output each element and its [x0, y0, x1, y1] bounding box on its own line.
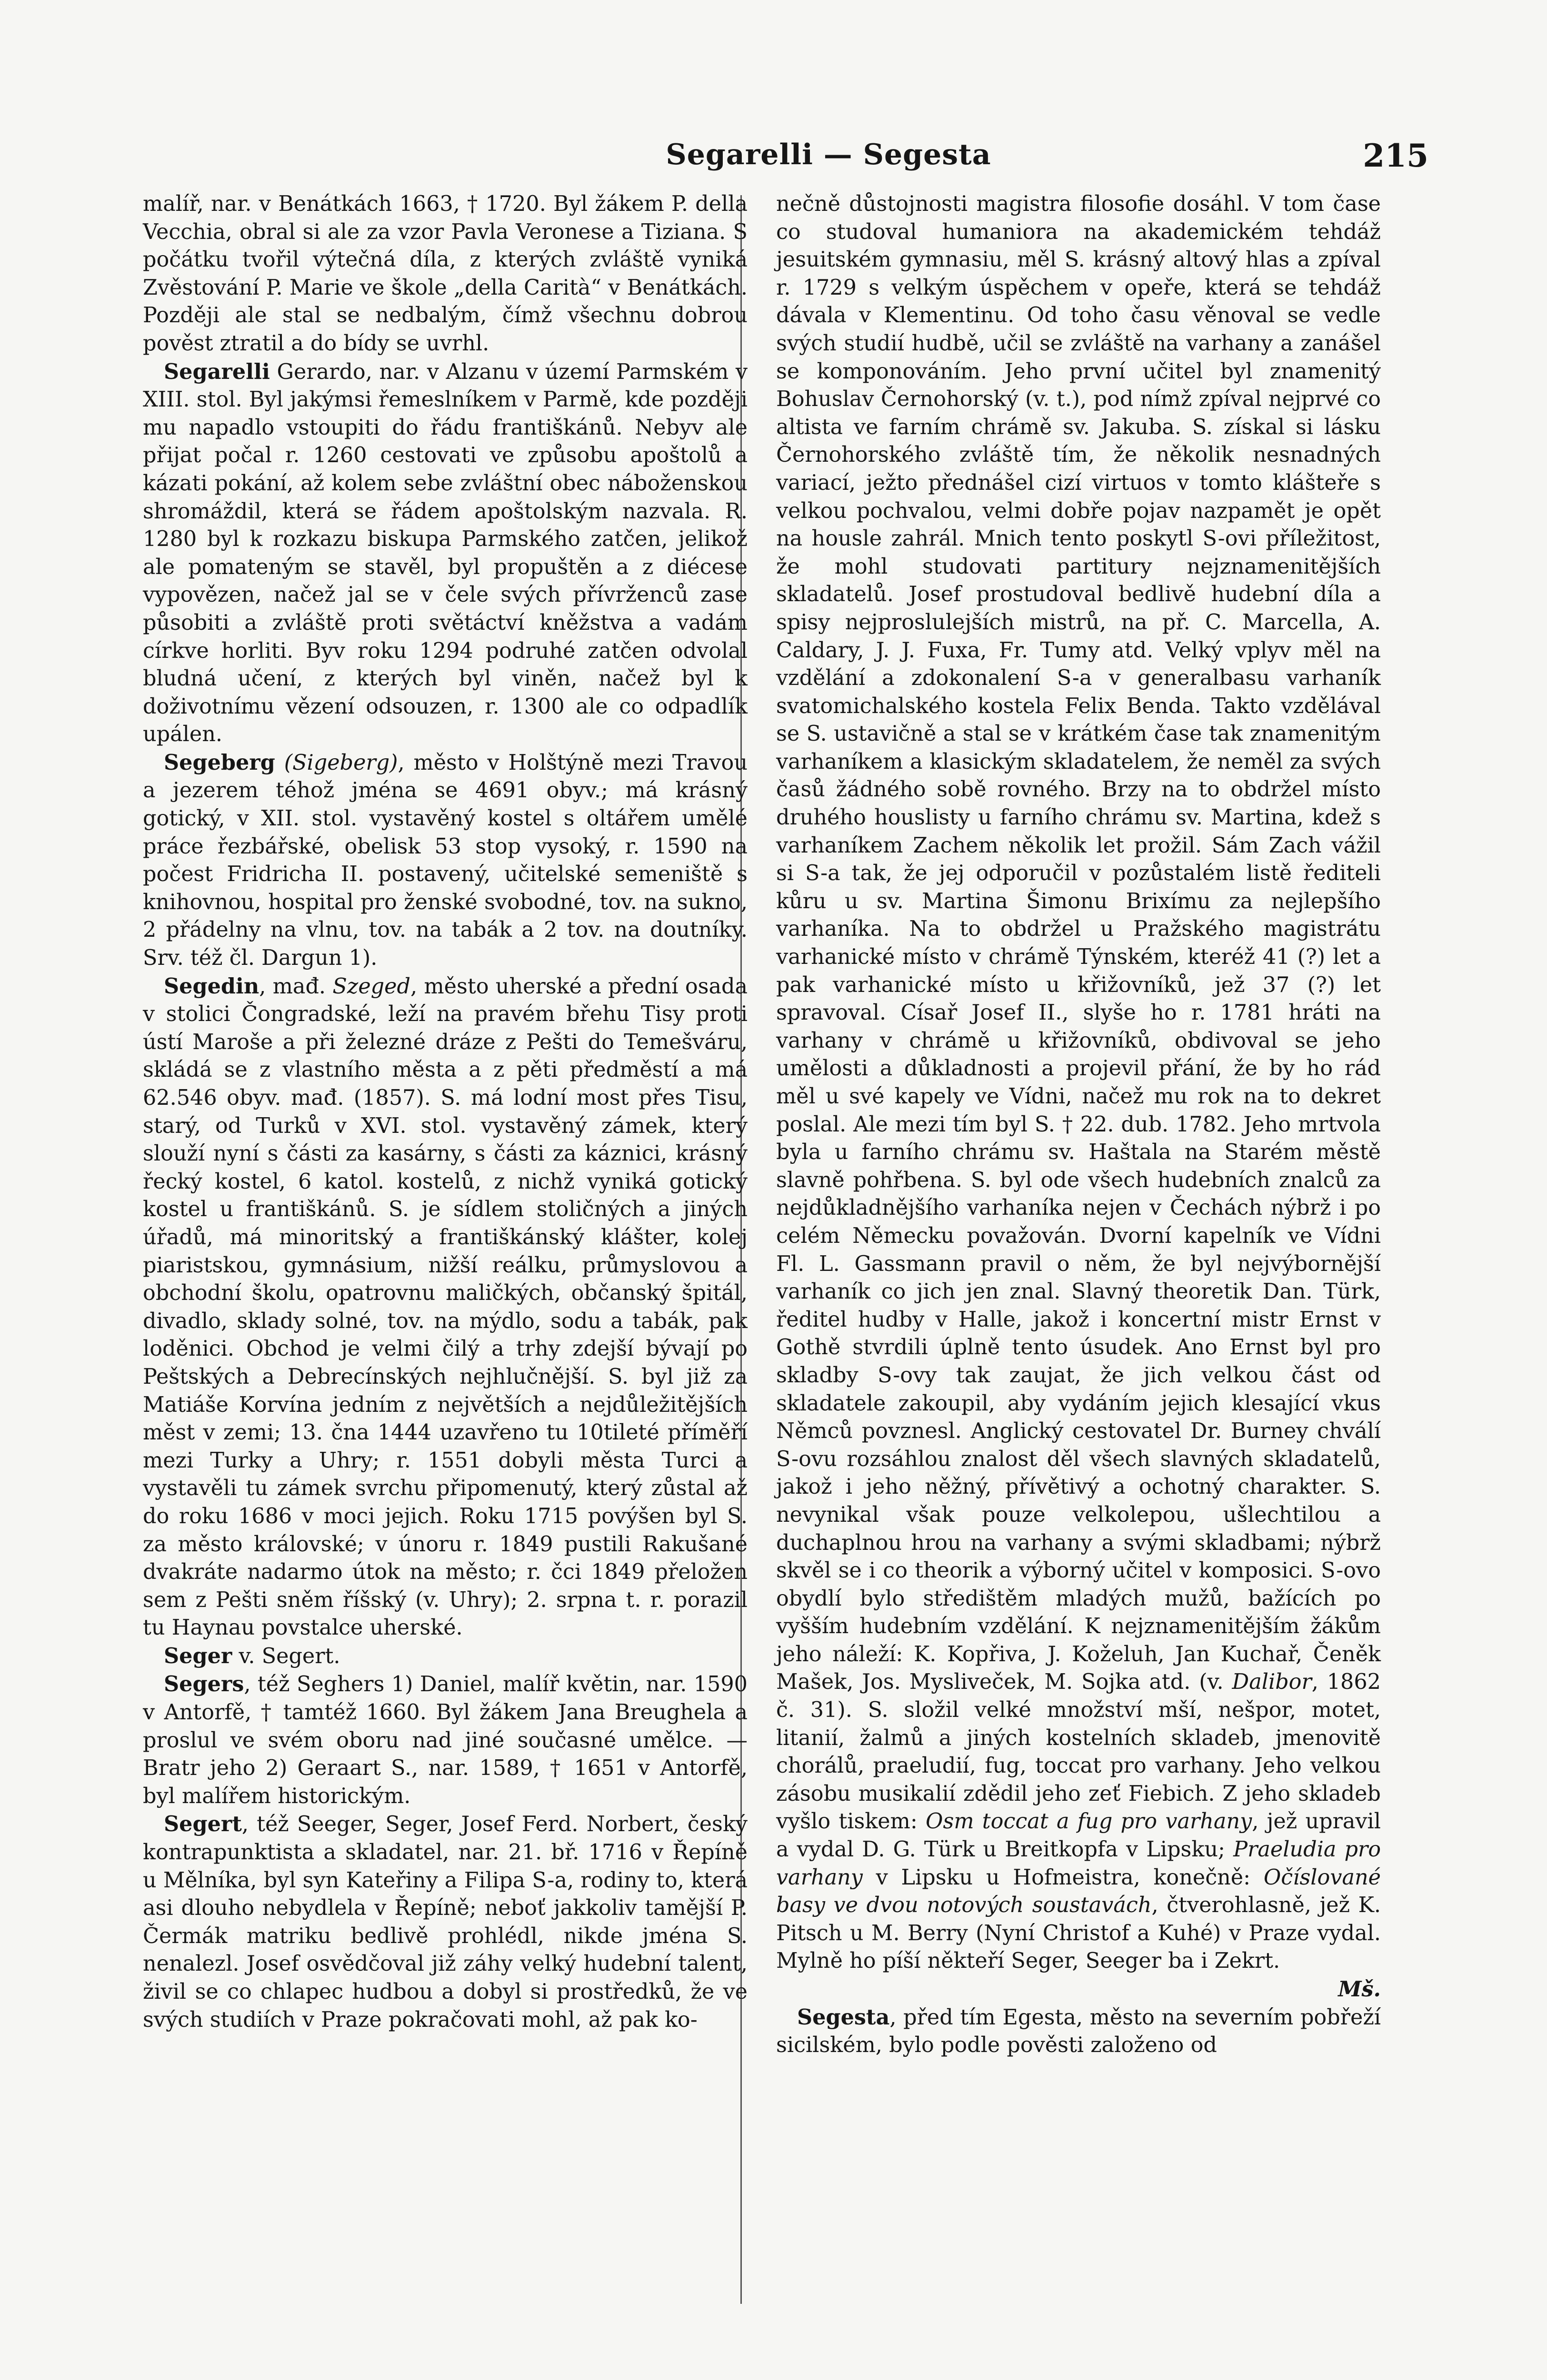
page-number: 215	[1363, 137, 1428, 174]
entry-segarelli: Segarelli Gerardo, nar. v Alzanu v území Parmském v XIII. stol. Byl jakýmsi řemeslníkem v Parmě, kde později mu napadlo vstoupiti do řádu františkánů. Nebyv ale přijat počal r. 1260 cestovati ve způsobu apoštolů a kázati pokání, až kolem sebe zvláštní obec náboženskou shromáždil, která se řádem apoštolským nazvala. R. 1280 byl k rozkazu biskupa Parmského zatčen, jelikož ale pomateným se stavěl, byl propuštěn a z diécese vypovězen, načež jal se v čele svých přívrženců zase působiti a zvláště proti světáctví kněžstva a vadám církve horliti. Byv roku 1294 podruhé zatčen odvolal bludná učení, z kterých byl viněn, načež byl k doživotnímu vězení odsouzen, r. 1300 ale co odpadlík upálen.	[143, 359, 748, 747]
entry-continuation: malíř, nar. v Benátkách 1663, † 1720. Byl žákem P. della Vecchia, obral si ale za vzor Pavla Veronese a Tiziana. S počátku tvořil výtečná díla, z kterých zvláště vyniká Zvěstování P. Marie ve škole „della Carità“ v Benátkách. Později ale stal se nedbalým, čímž všechnu dobrou pověst ztratil a do bídy se uvrhl.	[143, 192, 748, 356]
headword: Segert	[164, 1812, 242, 1837]
entry-segert: Segert, též Seeger, Seger, Josef Ferd. Norbert, český kontrapunktista a skladatel, nar. 21. bř. 1716 v Řepíně u Mělníka, byl syn Kateřiny a Filipa S-a, rodiny to, která asi dlouho nebydlela v Řepíně; neboť jakkoliv tamější P. Čermák matriku bedlivě prohlédl, nikde jména S. nenalezl. Josef osvědčoval již záhy velký hudební talent, živil se co chlapec hudbou a dobyl si prostředků, že ve svých studiích v Praze pokračovati mohl, až pak ko-	[143, 1812, 748, 2032]
headword: Segarelli	[164, 359, 270, 384]
entry-segert-continued: nečně důstojnosti magistra filosofie dosáhl. V tom čase co studoval humaniora na akademickém tehdáž jesuitském gymnasiu, měl S. krásný altový hlas a zpíval r. 1729 s velkým úspěchem v opeře, která se tehdáž dávala v Klementinu. Od toho času věnoval se vedle svých studií hudbě, učil se zvláště na varhany a zanášel se komponováním. Jeho první učitel byl znamenitý Bohuslav Černohorský (v. t.), pod nímž zpíval nejprvé co altista ve farním chrámě sv. Jakuba. S. získal si lásku Černohorského zvláště tím, že několik nesnadných variací, ježto přednášel cizí virtuos v tomto klášteře s velkou pochvalou, velmi dobře pojav nazpamět je opět na housle zahrál. Mnich tento poskytl S-ovi příležitost, že mohl studovati partitury nejznamenitějších skladatelů. Josef prostudoval bedlivě hudební díla a spisy nejproslulejších mistrů, na př. C. Marcella, A. Caldary, J. J. Fuxa, Fr. Tumy atd. Velký vplyv měl na vzdělání a zdokonalení S-a v generalbasu varhaník svatomichalského kostela Felix Benda. Takto vzdělával se S. ustavičně a stal se v krátkém čase tak znamenitým varhaníkem a klasickým skladatelem, že neměl za svých časů žádného sobě rovného. Brzy na to obdržel místo druhého houslisty u farního chrámu sv. Martina, kdež s varhaníkem Zachem několik let prožil. Sám Zach vážil si S-a tak, že jej odporučil v pozůstalém listě řediteli kůru u sv. Martina Šimonu Brixímu za nejlepšího varhaníka. Na to obdržel u Pražského magistrátu varhanické místo v chrámě Týnském, kteréž 41 (?) let a pak varhanické místo u křižovníků, jež 37 (?) let spravoval. Císař Josef II., slyše ho r. 1781 hráti na varhany v chrámě u křižovníků, obdivoval se jeho umělosti a důkladnosti a projevil přání, že by ho rád měl u své kapely ve Vídni, načež mu rok na to dekret poslal. Ale mezi tím byl S. † 22. dub. 1782. Jeho mrtvola byla u farního chrámu sv. Haštala na Starém městě slavně pohřbena. S. byl ode všech hudebních znalců za nejdůkladnějšího varhaníka nejen v Čechách nýbrž i po celém Německu považován. Dvorní kapelník ve Vídni Fl. L. Gassmann pravil o něm, že byl nejvýbornější varhaník co jich jen znal. Slavný theoretik Dan. Türk, ředitel hudby v Halle, jakož i koncertní mistr Ernst v Gothě stvrdili úplně tento úsudek. Ano Ernst byl pro skladby S-ovy tak zaujat, že jich velkou část od skladatele zakoupil, aby vydáním jejich klesající vkus Němců povznesl. Anglický cestovatel Dr. Burney chválí S-ovu rozsáhlou znalost děl všech slavných skladatelů, jakož i jeho něžný, přívětivý a ochotný charakter. S. nevynikal však pouze velkolepou, ušlechtilou a duchaplnou hrou na varhany a svými skladbami; nýbrž skvěl se i co theorik a výborný učitel v komposici. S-ovo obydlí bylo středištěm mladých mužů, bažících po vyšším hudebním vzdělání. K nejznamenitějším žákům jeho náleží: K. Kopřiva, J. Koželuh, Jan Kuchař, Čeněk Mašek, Jos. Mysliveček, M. Sojka atd. (v. Dalibor, 1862 č. 31). S. složil velké množství mší, nešpor, motet, litanií, žalmů a jiných kostelních skladeb, jmenovitě chorálů, praeludií, fug, toccat pro varhany. Jeho velkou zásobu musikalií zdědil jeho zeť Fiebich. Z jeho skladeb vyšlo tiskem: Osm toccat a fug pro varhany, jež upravil a vydal D. G. Türk u Breitkopfa v Lipsku; Praeludia pro varhany v Lipsku u Hofmeistra, konečně: Očíslované basy ve dvou notových soustavách, čtverohlasně, jež K. Pitsch u M. Berry (Nyní Christof a Kuhé) v Praze vydal. Mylně ho píší někteří Seger, Seeger ba i Zekrt. Mš.	[776, 190, 1381, 2003]
running-title: Segarelli — Segesta	[666, 138, 991, 171]
headword: Segedin	[164, 973, 259, 999]
headword: Segesta	[797, 2004, 890, 2030]
author-signature: Mš.	[1338, 1977, 1381, 2002]
left-column	[143, 190, 748, 2323]
headword: Segeberg	[164, 750, 275, 775]
page-header	[162, 138, 1428, 186]
entry-segesta: Segesta, před tím Egesta, město na severním pobřeží sicilském, bylo podle pověsti založeno od	[776, 2004, 1381, 2058]
headword: Segers	[164, 1672, 244, 1697]
headword: Seger	[164, 1643, 232, 1668]
entry-segeberg: Segeberg (Sigeberg), město v Holštýně mezi Travou a jezerem téhož jména se 4691 obyv.; má krásný gotický, v XII. stol. vystavěný kostel s oltářem umělé práce řezbářské, obelisk 53 stop vysoký, r. 1590 na počest Fridricha II. postavený, učitelské semeniště s knihovnou, hospital pro ženské svobodné, tov. na sukno, 2 přádelny na vlnu, tov. na tabák a 2 tov. na doutníky. Srv. též čl. Dargun 1).	[143, 750, 748, 971]
right-column	[776, 190, 1381, 2323]
entry-segers: Segers, též Seghers 1) Daniel, malíř květin, nar. 1590 v Antorfě, † tamtéž 1660. Byl žákem Jana Breughela a proslul ve svém oboru nad jiné současné umělce. — Bratr jeho 2) Geraart S., nar. 1589, † 1651 v Antorfě, byl malířem historickým.	[143, 1672, 748, 1808]
entry-seger: Seger v. Segert.	[164, 1643, 340, 1668]
entry-segedin: Segedin, mađ. Szeged, město uherské a přední osada v stolici Čongradské, leží na pravém břehu Tisy proti ústí Maroše a při železné dráze z Pešti do Temešváru, skládá se z vlastního města a z pěti předměstí a má 62.546 obyv. mađ. (1857). S. má lodní most přes Tisu, starý, od Turků v XVI. stol. vystavěný zámek, který slouží nyní s části za kasárny, s části za káznici, krásný řecký kostel, 6 katol. kostelů, z nichž vyniká gotický kostel u františkánů. S. je sídlem stoličných a jiných úřadů, má minoritský a františkánský klášter, kolej piaristskou, gymnásium, nižší reálku, průmyslovou a obchodní školu, opatrovnu maličkých, občanský špitál, divadlo, sklady solné, tov. na mýdlo, sodu a tabák, pak loděnici. Obchod je velmi čilý a trhy zdejší bývají po Peštských a Debrecínských nejhlučnější. S. byl již za Matiáše Korvína jedním z největších a nejdůležitějších měst v zemi; 13. čna 1444 uzavřeno tu 10tileté příměří mezi Turky a Uhry; r. 1551 dobyli města Turci a vystavěli tu zámek svrchu připomenutý, který zůstal až do roku 1686 v moci jejich. Roku 1715 povýšen byl S. za město královské; v únoru r. 1849 pustili Rakušané dvakráte nadarmo útok na město; r. čci 1849 přeložen sem z Pešti sněm říšský (v. Uhry); 2. srpna t. r. porazil tu Haynau povstalce uherské.	[143, 973, 748, 1640]
